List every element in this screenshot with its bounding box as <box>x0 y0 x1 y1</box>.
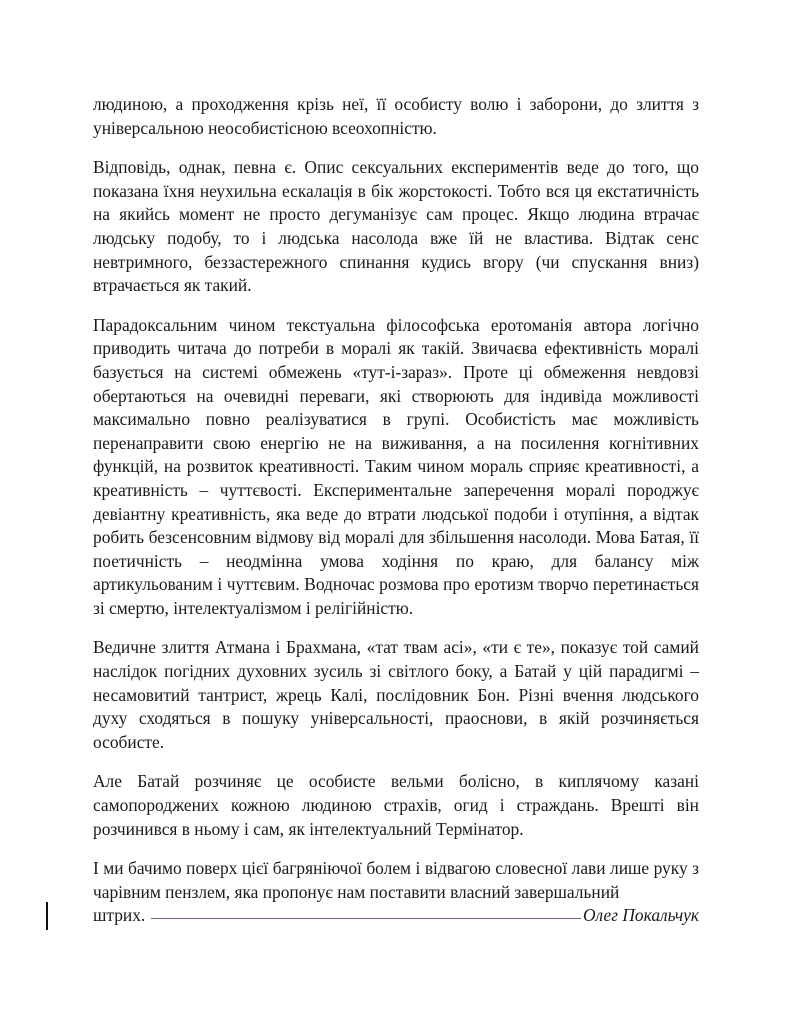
closing-paragraph-text: І ми бачимо поверх цієї багряніючої болем і відвагою словесної лави лише руку з чарівним пензлем, яка пропонує нам поставити власний завершальний <box>93 858 699 902</box>
change-bar-marker <box>46 902 48 930</box>
paragraph-5: Але Батай розчиняє це особисте вельми болісно, в киплячому казані самопороджених кожною людиною страхів, огид і страждань. Врешті він розчинився в ньому і сам, як інтелектуальний Термінатор. <box>93 771 699 839</box>
author-signature: Олег Покальчук <box>582 905 699 926</box>
document-body <box>93 93 699 928</box>
paragraph-3: Парадоксальним чином текстуальна філософська еротоманія автора логічно приводить читача до потреби в моралі як такій. Звичаєва ефективність моралі базується на системі обмежень «тут-і-зараз». Проте ці обмеження невдовзі обертаються на очевидні переваги, які створюють для індивіда можливості максимально повно реалізуватися в групі. Особистість має можливість перенаправити свою енергію не на виживання, а на посилення когнітивних функцій, на розвиток креативності. Таким чином мораль сприяє креативності, а креативність – чуттєвості. Експериментальне заперечення моралі породжує девіантну креативність, яка веде до втрати людської подоби і отупіння, а відтак робить безсенсовним відмову від моралі для збільшення насолоди. Мова Батая, її поетичність – неодмінна умова ходіння по краю, для балансу між артикульованим і чуттєвим. Водночас розмова про еротизм творчо перетинається зі смертю, інтелектуалізмом і релігійністю. <box>93 314 699 618</box>
signature-line <box>93 904 699 928</box>
signature-rule <box>151 917 581 919</box>
closing-word: штрих. <box>93 905 146 926</box>
paragraph-4: Ведичне злиття Атмана і Брахмана, «тат твам асі», «ти є те», показує той самий наслідок погідних духовних зусиль зі світлого боку, а Батай у цій парадигмі – несамовитий тантрист, жрець Калі, послідовник Бон. Різні вчення людського духу сходяться в пошуку універсальності, праоснови, в якій розчиняється особисте. <box>93 637 699 752</box>
closing-paragraph <box>93 857 699 928</box>
paragraph-1: людиною, а проходження крізь неї, її особисту волю і заборони, до злиття з універсальною неособистісною всеохопністю. <box>93 94 699 138</box>
paragraph-2: Відповідь, однак, певна є. Опис сексуальних експериментів веде до того, що показана їхня неухильна ескалація в бік жорстокості. Тобто вся ця екстатичність на якийсь момент не просто дегуманізує сам процес. Якщо людина втрачає людську подобу, то і людська насолода вже їй не властива. Відтак сенс невтримного, беззастережного спинання кудись вгору (чи спускання вниз) втрачається як такий. <box>93 157 699 296</box>
